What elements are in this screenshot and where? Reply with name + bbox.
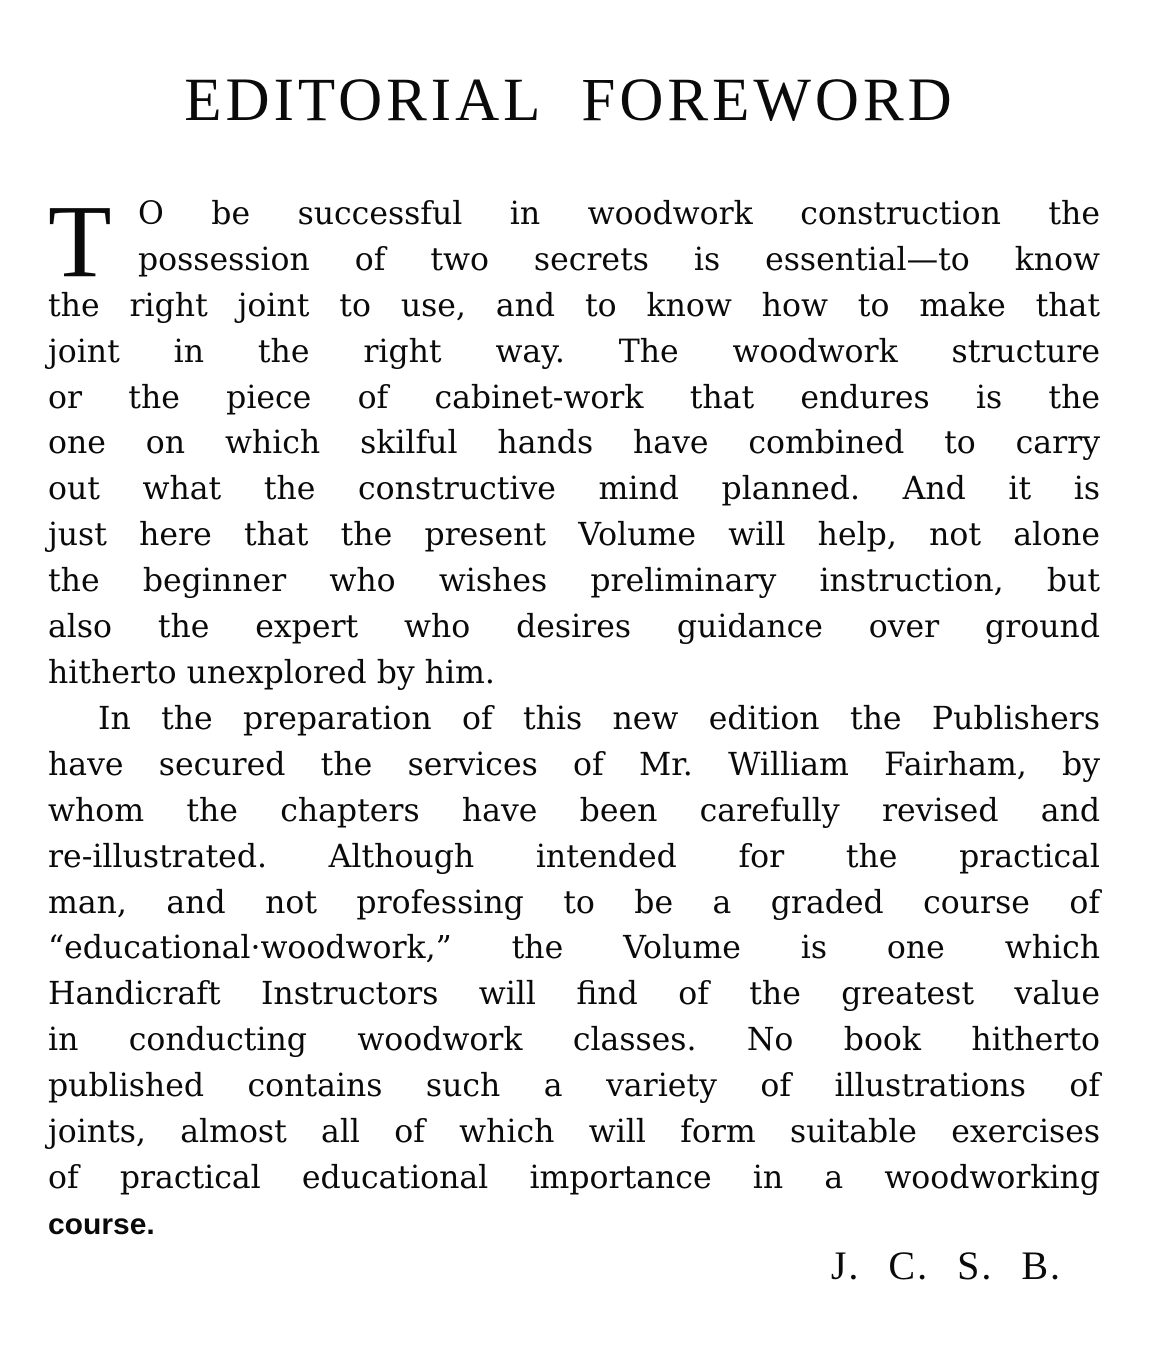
text-line: of practical educational importance in a woodworking <box>48 1159 1100 1196</box>
text-line: re-illustrated. Although intended for the practical <box>48 838 1100 875</box>
text-line: also the expert who desires guidance over ground <box>48 609 1100 646</box>
text-line: whom the chapters have been carefully revised and <box>48 792 1100 829</box>
text-line: just here that the present Volume will help, not alone <box>48 517 1100 554</box>
text-line: or the piece of cabinet-work that endures is the <box>48 379 1100 416</box>
text-line: out what the constructive mind planned. And it is <box>48 471 1100 508</box>
text-line: Handicraft Instructors will find of the greatest value <box>48 976 1100 1013</box>
text-line: man, and not professing to be a graded course of <box>48 884 1100 921</box>
text-line: in conducting woodwork classes. No book hitherto <box>48 1022 1100 1059</box>
drop-cap: T <box>48 184 112 299</box>
signature-initials: J. C. S. B. <box>830 1243 1062 1288</box>
text-line: joints, almost all of which will form suitable exercises <box>48 1114 1100 1151</box>
text-line: one on which skilful hands have combined to carry <box>48 425 1100 462</box>
text-line: have secured the services of Mr. William Fairham, by <box>48 746 1100 783</box>
text-line: published contains such a variety of illustrations of <box>48 1068 1100 1105</box>
text-line: the right joint to use, and to know how to make that <box>48 287 1100 324</box>
text-line: possession of two secrets is essential—to know <box>138 241 1100 278</box>
text-line: the beginner who wishes preliminary instruction, but <box>48 563 1100 600</box>
text-line: In the preparation of this new edition the Publishers <box>98 701 1100 737</box>
text-line: O be successful in woodwork construction the <box>138 196 1100 232</box>
text-line: hitherto unexplored by him. <box>48 654 495 691</box>
text-line: joint in the right way. The woodwork structure <box>48 333 1100 370</box>
page-title: EDITORIAL FOREWORD <box>184 67 956 134</box>
paragraph-2 <box>48 697 1100 1248</box>
text-line: “educational·woodwork,” the Volume is one which <box>48 930 1100 967</box>
paragraph-1 <box>48 184 1100 697</box>
closing-word: course. <box>48 1207 155 1241</box>
